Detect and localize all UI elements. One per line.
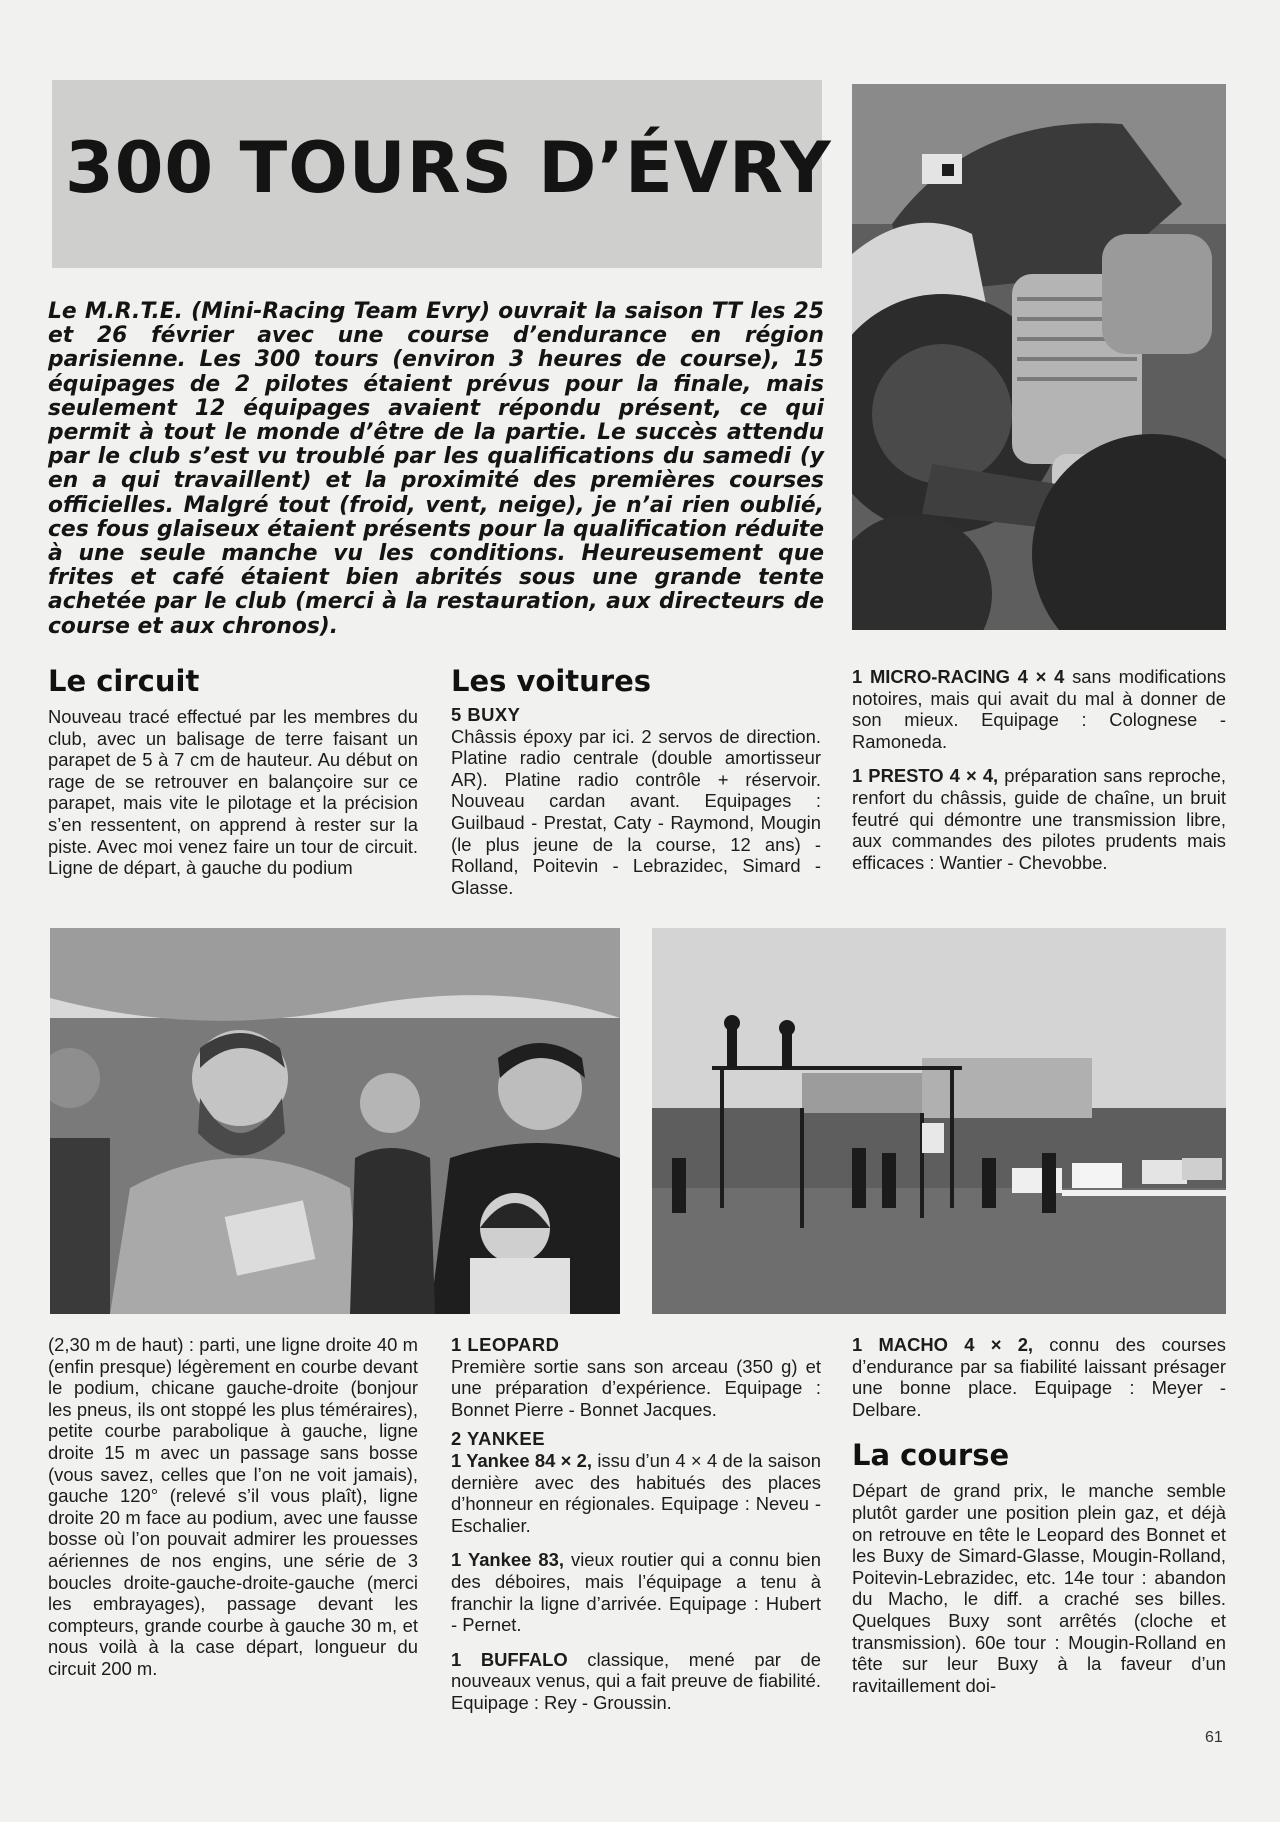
macho-paragraph	[852, 1334, 1226, 1420]
crowd-illustration	[50, 928, 620, 1314]
subheading-yankee: 2 YANKEE	[451, 1428, 545, 1450]
track-illustration	[652, 928, 1226, 1314]
column-3-top	[852, 666, 1226, 873]
yankee84-paragraph	[451, 1450, 821, 1536]
photo-podium-track	[652, 928, 1226, 1314]
photo-drivers-crowd	[50, 928, 620, 1314]
micro-racing-paragraph	[852, 666, 1226, 752]
photo-buggy-engine	[852, 84, 1226, 630]
yankee83-lead: 1 Yankee 83,	[451, 1549, 564, 1571]
page-title: 300 TOURS D’ÉVRY	[65, 127, 832, 209]
voitures-text-top	[451, 704, 821, 898]
course-paragraph: Départ de grand prix, le manche semble plutôt garder une position plein gaz, et déjà on retrouve en tête le Leopard des Bonnet et les Buxy de Simard-Glasse, Mougin-Rolland, Poitevin-Lebrazidec, etc. 14e tour : abandon du Macho, le diff. a craché ses billes. Quelques Buxy sont arrêtés (cloche et transmission). 60e tour : Mougin-Rolland en tête sur leur Buxy à la faveur d’un ravitaillement doi-	[852, 1480, 1226, 1696]
voitures-text-bottom	[451, 1334, 821, 1714]
page-number: 61	[1205, 1729, 1223, 1746]
yankee83-text: vieux routier qui a connu bien des déboires, mais l’équipage a tenu à franchir la ligne d’arrivée. Equipage : Hubert - Pernet.	[451, 1549, 821, 1636]
buggy-engine-illustration	[852, 84, 1226, 630]
buffalo-lead: 1 BUFFALO	[451, 1648, 568, 1670]
circuit-text-part1	[48, 706, 418, 879]
presto-lead: 1 PRESTO 4 × 4,	[852, 765, 999, 787]
micro-racing-lead: 1 MICRO-RACING 4 × 4	[852, 666, 1065, 687]
micro-racing-text: sans modifications notoires, mais qui avait du mal à donner de son mieux. Equipage : Colognese - Ramoneda.	[852, 666, 1226, 752]
column-3-bottom	[852, 1334, 1226, 1696]
leopard-paragraph: Première sortie sans son arceau (350 g) et une préparation d’expérience. Equipage : Bonnet Pierre - Bonnet Jacques.	[451, 1355, 821, 1420]
subheading-buxy: 5 BUXY	[451, 704, 521, 725]
macho-lead: 1 MACHO 4 × 2,	[852, 1334, 1034, 1355]
heading-la-course: La course	[852, 1438, 1010, 1473]
macho-text: connu des courses d’endurance par sa fiabilité laissant présager une bonne place. Equipage : Meyer - Delbare.	[852, 1334, 1226, 1420]
buxy-paragraph: Châssis époxy par ici. 2 servos de direction. Platine radio centrale (double amortisseur AR). Platine radio contrôle + réservoir. Nouveau cardan avant. Equipages : Guilbaud - Prestat, Caty - Raymond, Mougin (le plus jeune de la course, 12 ans) - Rolland, Poitevin - Lebrazidec, Simard - Glasse.	[451, 725, 821, 898]
buffalo-paragraph	[451, 1649, 821, 1714]
circuit-paragraph-1: Nouveau tracé effectué par les membres du club, avec un balisage de terre faisant un parapet de 5 à 7 cm de hauteur. Au début on rage de se retrouver en balançoire sur ce parapet, mais vite le pilotage et la précision s’en ressentent, on apprend à rester sur la piste. Avec moi venez faire un tour de circuit. Ligne de départ, à gauche du podium	[48, 706, 418, 879]
subheading-leopard: 1 LEOPARD	[451, 1334, 560, 1355]
presto-text: préparation sans reproche, renfort du châssis, guide de chaîne, un bruit feutré qui démontre une transmission libre, aux commandes des pilotes prudents mais efficaces : Wantier - Chevobbe.	[852, 765, 1226, 873]
presto-paragraph	[852, 765, 1226, 873]
buffalo-text: classique, mené par de nouveaux venus, qui a fait preuve de fiabilité. Equipage : Rey - Groussin.	[451, 1648, 821, 1713]
circuit-paragraph-2: (2,30 m de haut) : parti, une ligne droite 40 m (enfin presque) légèrement en courbe devant le podium, chicane gauche-droite (bonjour les pneus, ils ont stoppé les plus téméraires), petite courbe parabolique à gauche, ligne droite 15 m avec un passage sans bosse (vous savez, celles que l’on ne voit jamais), gauche 120° (relevé s’il vous plaît), ligne droite 20 m face au podium, avec une fausse bosse où l’on pouvait admirer les prouesses aériennes de nos engins, une série de 3 boucles droite-gauche-droite-gauche (merci les embrayages), passage devant les compteurs, grande courbe à gauche 30 m, et nous voilà à la case départ, longueur du circuit 200 m.	[48, 1334, 418, 1679]
yankee84-lead: 1 Yankee 84 × 2,	[451, 1449, 593, 1471]
circuit-text-part2	[48, 1334, 418, 1680]
intro-paragraph: Le M.R.T.E. (Mini-Racing Team Evry) ouvrait la saison TT les 25 et 26 février avec une course d’endurance en région parisienne. Les 300 tours (environ 3 heures de course), 15 équipages de 2 pilotes étaient prévus pour la finale, mais seulement 12 équipages avaient répondu présent, ce qui permit à tout le monde d’être de la partie. Le succès attendu par le club s’est vu troublé par les qualifications du samedi (y en a qui travaillent) et la proximité des premières courses officielles. Malgré tout (froid, vent, neige), je n’ai rien oublié, ces fous glaiseux étaient présents pour la qualification réduite à une seule manche vu les conditions. Heureusement que frites et café étaient bien abrités sous une grande tente achetée par le club (merci à la restauration, aux directeurs de course et aux chronos).	[48, 299, 824, 639]
heading-voitures: Les voitures	[451, 664, 652, 698]
heading-circuit: Le circuit	[48, 664, 200, 698]
yankee84-text: issu d’un 4 × 4 de la saison dernière avec des habitués des places d’honneur en régionales. Equipage : Neveu - Eschalier.	[451, 1449, 821, 1536]
yankee83-paragraph	[451, 1549, 821, 1635]
